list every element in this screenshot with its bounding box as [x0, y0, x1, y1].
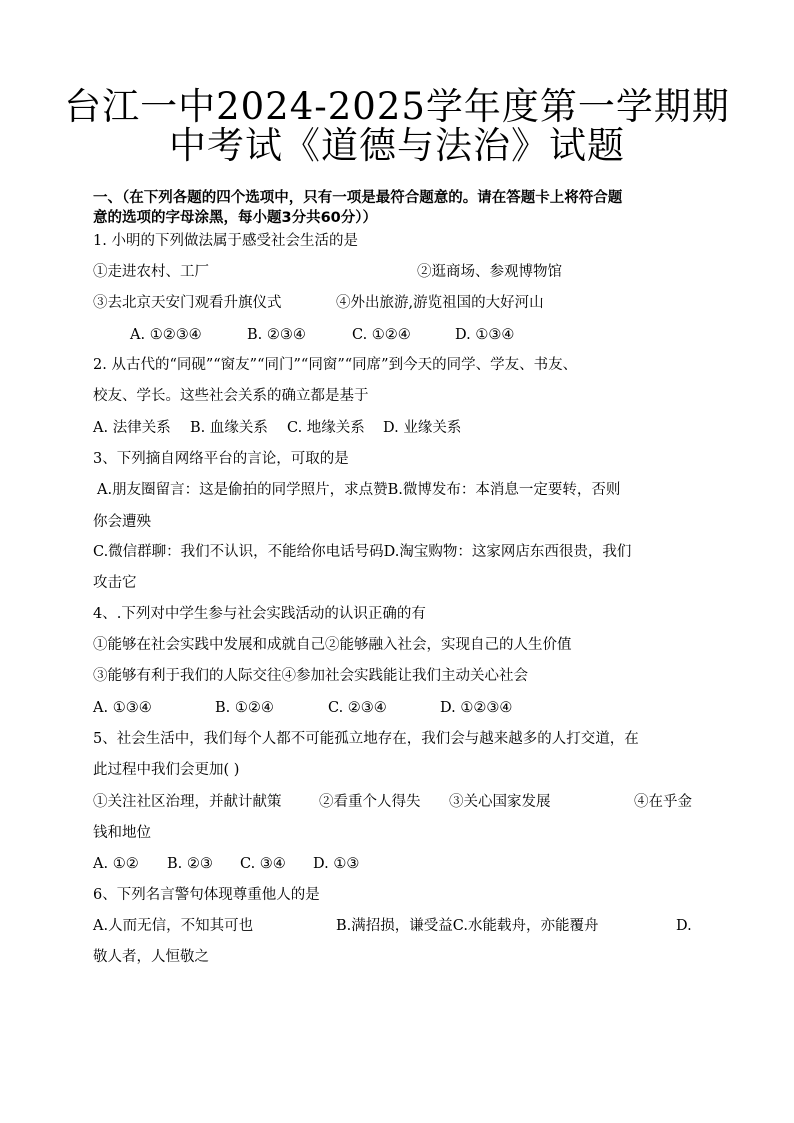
question-1-choice-b: B. ②③④: [247, 327, 306, 343]
question-3-choices-ab-line1: A.朋友圈留言：这是偷拍的同学照片，求点赞B.微博发布：本消息一定要转，否则: [97, 482, 621, 498]
question-1-option-2: ②逛商场、参观博物馆: [417, 264, 562, 280]
question-3-choices-ab-line2: 你会遭殃: [93, 514, 151, 530]
question-6-choice-a: A.人而无信，不知其可也: [93, 918, 254, 934]
exam-title-line1: 台江一中2024-2025学年度第一学期期: [64, 85, 730, 128]
question-5-choice-c: C. ③④: [240, 856, 286, 872]
question-2-choice-a: A. 法律关系: [93, 420, 171, 436]
question-2-choice-d: D. 业缘关系: [383, 420, 462, 436]
question-5-option-4-part1: ④在乎金: [634, 794, 692, 810]
question-1-option-1: ①走进农村、工厂: [93, 264, 209, 280]
question-3-choices-cd-line2: 攻击它: [93, 575, 137, 591]
question-1-stem: 1. 小明的下列做法属于感受社会生活的是: [93, 233, 358, 249]
question-4-options-line1: ①能够在社会实践中发展和成就自己②能够融入社会，实现自己的人生价值: [93, 637, 572, 653]
question-6-stem: 6、下列名言警句体现尊重他人的是: [93, 887, 320, 903]
question-1-option-3: ③去北京天安门观看升旗仪式: [93, 295, 282, 311]
question-3-stem: 3、下列摘自网络平台的言论，可取的是: [93, 451, 349, 467]
question-5-choice-b: B. ②③: [167, 856, 213, 872]
question-5-option-2: ②看重个人得失: [319, 794, 421, 810]
question-6-choices-bc: B.满招损，谦受益C.水能载舟，亦能覆舟: [336, 918, 599, 934]
question-1-choice-a: A. ①②③④: [130, 327, 202, 343]
question-4-choice-a: A. ①③④: [93, 700, 152, 716]
question-2-choice-b: B. 血缘关系: [190, 420, 268, 436]
question-4-options-line2: ③能够有利于我们的人际交往④参加社会实践能让我们主动关心社会: [93, 668, 528, 684]
question-5-option-4-part2: 钱和地位: [93, 825, 151, 841]
question-6-choice-d-text: 敬人者，人恒敬之: [93, 949, 209, 965]
question-2-stem-line1: 2. 从古代的“同砚”“窗友”“同门”“同窗”“同席”到今天的同学、学友、书友、: [93, 357, 578, 373]
exam-title-line2: 中考试《道德与法治》试题: [169, 124, 625, 167]
question-6-choice-d-label: D.: [676, 918, 692, 934]
question-5-stem-line2: 此过程中我们会更加( ): [93, 762, 240, 778]
question-5-stem-line1: 5、社会生活中，我们每个人都不可能孤立地存在，我们会与越来越多的人打交道，在: [93, 731, 639, 747]
section-instructions-line2: 意的选项的字母涂黑，每小题3分共60分））: [93, 210, 378, 226]
question-5-choice-d: D. ①③: [313, 856, 360, 872]
question-4-choice-c: C. ②③④: [328, 700, 387, 716]
question-5-option-3: ③关心国家发展: [449, 794, 551, 810]
question-2-stem-line2: 校友、学长。这些社会关系的确立都是基于: [93, 388, 369, 404]
section-instructions-line1: 一、（在下列各题的四个选项中，只有一项是最符合题意的。请在答题卡上将符合题: [93, 190, 623, 206]
question-4-choice-d: D. ①②③④: [440, 700, 513, 716]
question-2-choice-c: C. 地缘关系: [287, 420, 365, 436]
question-3-choices-cd-line1: C.微信群聊：我们不认识，不能给你电话号码D.淘宝购物：这家网店东西很贵，我们: [93, 544, 632, 560]
question-4-choice-b: B. ①②④: [215, 700, 274, 716]
question-1-choice-d: D. ①③④: [455, 327, 515, 343]
question-1-choice-c: C. ①②④: [352, 327, 411, 343]
question-4-stem: 4、.下列对中学生参与社会实践活动的认识正确的有: [93, 606, 426, 622]
question-1-option-4: ④外出旅游,游览祖国的大好河山: [336, 295, 544, 311]
question-5-choice-a: A. ①②: [93, 856, 139, 872]
question-5-option-1: ①关注社区治理，并献计献策: [93, 794, 282, 810]
